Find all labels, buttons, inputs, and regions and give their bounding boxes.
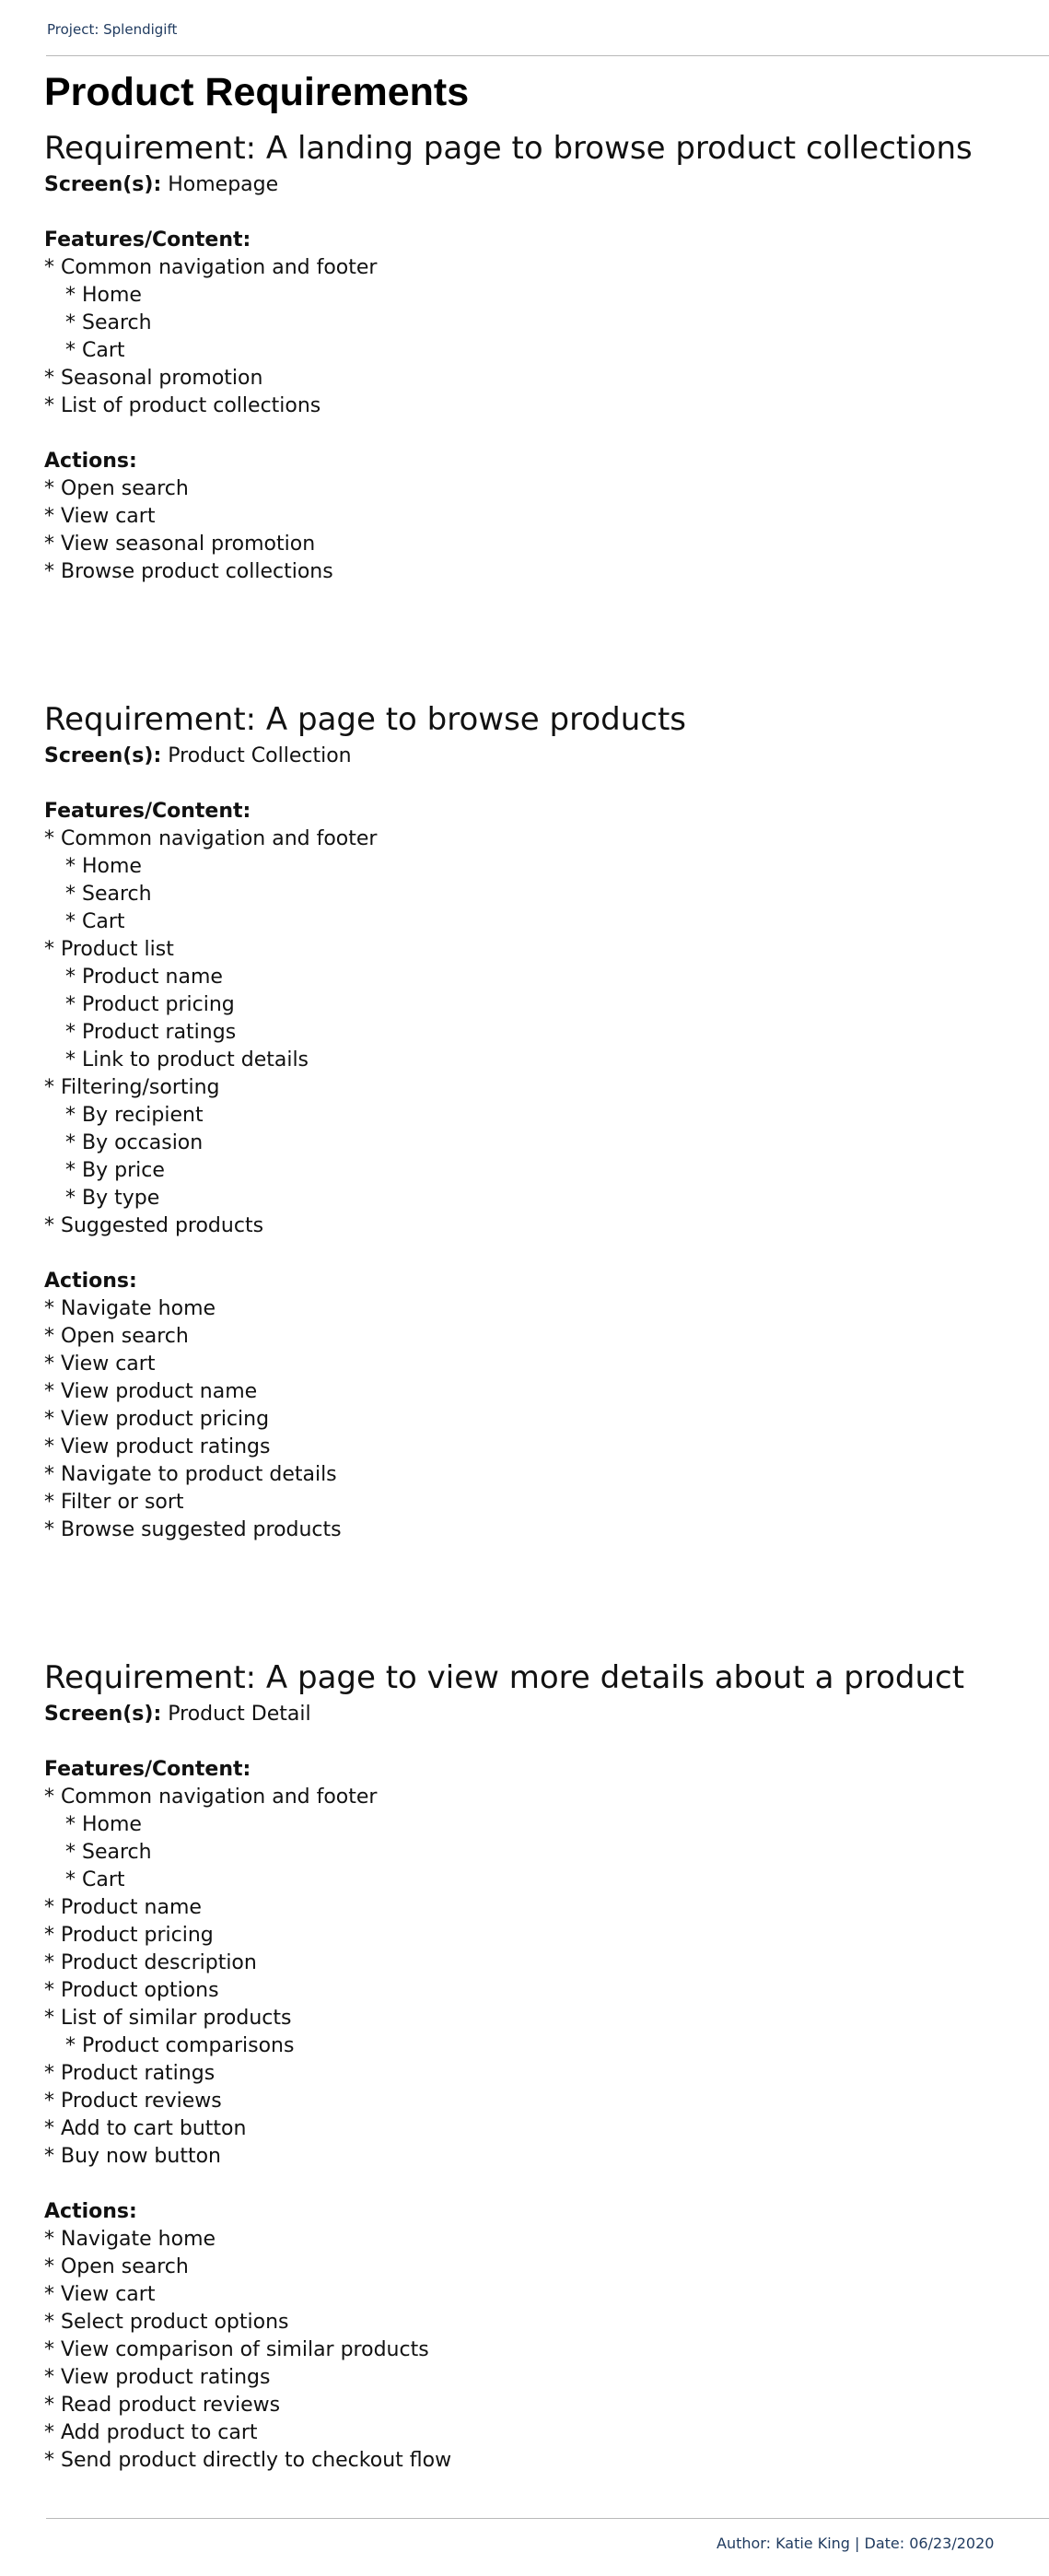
spacer — [44, 420, 1020, 448]
spacer — [44, 199, 1020, 227]
feature-item: * List of similar products — [44, 2007, 292, 2030]
feature-subitem: * By occasion — [65, 1131, 204, 1154]
action-item: * View product ratings — [44, 1435, 271, 1458]
section-spacer — [44, 1544, 1020, 1655]
feature-subitem: * By price — [65, 1159, 165, 1182]
feature-subitem: * Search — [65, 883, 152, 906]
feature-item: * Product reviews — [44, 2090, 222, 2113]
actions-label: Actions: — [44, 2200, 137, 2223]
screen-name: Product Detail — [168, 1703, 311, 1726]
feature-subitem: * Product comparisons — [65, 2034, 295, 2057]
action-item: * View cart — [44, 505, 156, 528]
feature-item: * Common navigation and footer — [44, 1786, 378, 1809]
action-item: * Send product directly to checkout flow — [44, 2449, 452, 2472]
action-item: * Read product reviews — [44, 2394, 281, 2417]
footer-author-date: Author: Katie King | Date: 06/23/2020 — [717, 2535, 995, 2552]
requirement-title: Requirement: A page to browse products — [44, 701, 686, 738]
action-item: * Navigate to product details — [44, 1463, 337, 1486]
feature-item: * Product options — [44, 1979, 219, 2002]
feature-subitem: * Search — [65, 1841, 152, 1864]
screen-name: Product Collection — [168, 744, 352, 767]
feature-item: * Filtering/sorting — [44, 1076, 220, 1099]
screens-label: Screen(s): — [44, 744, 162, 767]
feature-subitem: * Product pricing — [65, 993, 235, 1016]
features-label: Features/Content: — [44, 228, 251, 252]
requirements-list — [44, 125, 1020, 2475]
feature-item: * Common navigation and footer — [44, 827, 378, 850]
features-label: Features/Content: — [44, 800, 251, 823]
actions-label: Actions: — [44, 1270, 137, 1293]
action-item: * Browse suggested products — [44, 1518, 342, 1541]
feature-item: * Add to cart button — [44, 2117, 247, 2140]
action-item: * View product ratings — [44, 2366, 271, 2389]
requirement-section — [44, 697, 1020, 1544]
feature-subitem: * By type — [65, 1187, 160, 1210]
spacer — [44, 2171, 1020, 2198]
action-item: * View cart — [44, 2283, 156, 2306]
requirement-section — [44, 1655, 1020, 2475]
feature-subitem: * Cart — [65, 339, 125, 362]
feature-item: * Buy now button — [44, 2145, 221, 2168]
feature-subitem: * Product name — [65, 966, 223, 989]
feature-subitem: * Search — [65, 311, 152, 334]
screens-line — [44, 171, 1020, 199]
feature-subitem: * Product ratings — [65, 1021, 237, 1044]
feature-item: * Product list — [44, 938, 174, 961]
feature-item: * Seasonal promotion — [44, 367, 263, 390]
feature-item: * Common navigation and footer — [44, 256, 378, 279]
feature-item: * Suggested products — [44, 1214, 264, 1237]
features-label: Features/Content: — [44, 1758, 251, 1781]
action-item: * View cart — [44, 1352, 156, 1376]
requirement-title: Requirement: A page to view more details about a product — [44, 1659, 965, 1696]
page-footer-divider — [46, 2518, 1049, 2519]
feature-subitem: * Link to product details — [65, 1048, 309, 1071]
action-item: * Navigate home — [44, 1297, 216, 1320]
action-item: * Open search — [44, 2255, 189, 2278]
screens-label: Screen(s): — [44, 173, 162, 196]
feature-subitem: * Cart — [65, 910, 125, 933]
screens-line — [44, 743, 1020, 770]
feature-subitem: * By recipient — [65, 1104, 204, 1127]
spacer — [44, 1240, 1020, 1268]
project-label: Project: Splendigift — [47, 21, 178, 38]
action-item: * Browse product collections — [44, 560, 333, 583]
feature-item: * List of product collections — [44, 394, 321, 417]
feature-item: * Product description — [44, 1951, 257, 1974]
page-header — [46, 0, 1049, 56]
action-item: * Select product options — [44, 2311, 289, 2334]
action-item: * View product name — [44, 1380, 258, 1403]
requirement-title: Requirement: A landing page to browse product collections — [44, 130, 973, 167]
action-item: * View product pricing — [44, 1408, 270, 1431]
spacer — [44, 1728, 1020, 1756]
document-content — [44, 64, 1020, 2475]
action-item: * Open search — [44, 477, 189, 500]
feature-subitem: * Cart — [65, 1868, 125, 1891]
feature-subitem: * Home — [65, 284, 142, 307]
actions-label: Actions: — [44, 450, 137, 473]
action-item: * Filter or sort — [44, 1491, 184, 1514]
feature-subitem: * Home — [65, 855, 142, 878]
action-item: * Open search — [44, 1325, 189, 1348]
action-item: * Add product to cart — [44, 2421, 258, 2444]
feature-item: * Product pricing — [44, 1924, 214, 1947]
feature-item: * Product ratings — [44, 2062, 216, 2085]
screen-name: Homepage — [168, 173, 279, 196]
requirement-section — [44, 125, 1020, 586]
section-spacer — [44, 586, 1020, 697]
feature-item: * Product name — [44, 1896, 202, 1919]
action-item: * View seasonal promotion — [44, 533, 316, 556]
screens-label: Screen(s): — [44, 1703, 162, 1726]
page-title: Product Requirements — [44, 70, 470, 114]
action-item: * View comparison of similar products — [44, 2338, 429, 2361]
feature-subitem: * Home — [65, 1813, 142, 1836]
spacer — [44, 770, 1020, 798]
action-item: * Navigate home — [44, 2228, 216, 2251]
screens-line — [44, 1701, 1020, 1728]
